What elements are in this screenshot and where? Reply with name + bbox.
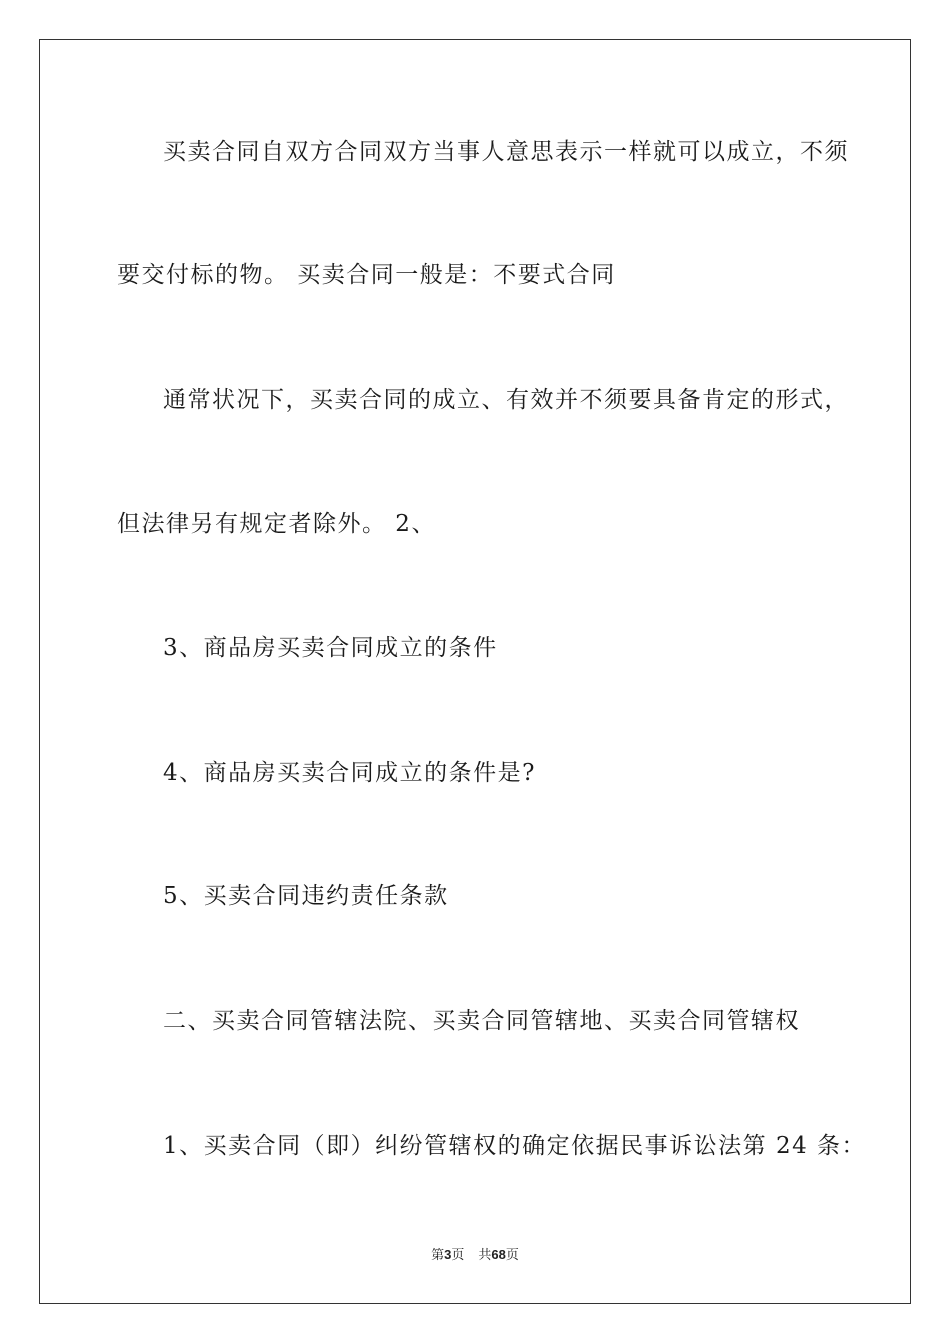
total-pages: 68 — [491, 1247, 506, 1262]
page-border — [39, 39, 911, 1304]
total-suffix: 页 — [505, 1248, 519, 1263]
list-item-1: 1、买卖合同（即）纠纷管辖权的确定依据民事诉讼法第 24 条： — [163, 1133, 867, 1159]
page-suffix: 页 — [451, 1248, 465, 1263]
page-footer — [0, 1246, 950, 1265]
total-prefix: 共 — [478, 1248, 492, 1263]
paragraph-line-2: 要交付标的物。 买卖合同一般是：不要式合同 — [117, 262, 616, 288]
section-heading: 二、买卖合同管辖法院、买卖合同管辖地、买卖合同管辖权 — [163, 1008, 800, 1034]
paragraph-line-1: 买卖合同自双方合同双方当事人意思表示一样就可以成立，不须 — [163, 139, 849, 165]
paragraph-line-3: 通常状况下，买卖合同的成立、有效并不须要具备肯定的形式， — [163, 387, 849, 413]
list-item-3: 3、商品房买卖合同成立的条件 — [163, 635, 498, 661]
page-prefix: 第 — [431, 1248, 445, 1263]
list-item-4: 4、商品房买卖合同成立的条件是? — [163, 760, 536, 786]
list-item-5: 5、买卖合同违约责任条款 — [163, 883, 449, 909]
paragraph-line-4: 但法律另有规定者除外。 2、 — [117, 511, 436, 537]
page-number: 3 — [444, 1247, 452, 1262]
